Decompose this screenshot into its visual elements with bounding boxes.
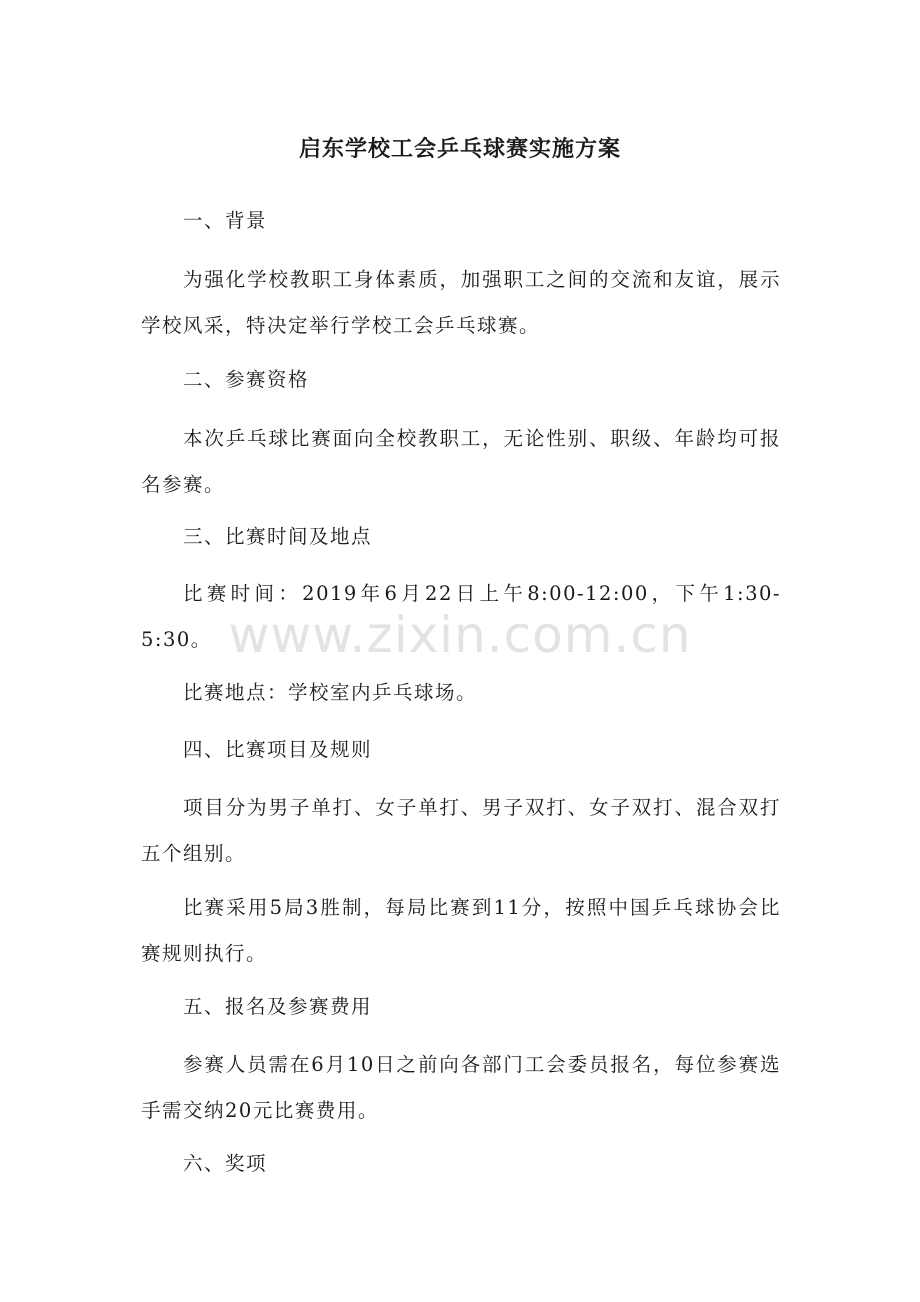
section-heading-registration-fee: 五、报名及参赛费用 xyxy=(183,995,373,1018)
section-heading-eligibility: 二、参赛资格 xyxy=(183,368,310,391)
section-heading-background: 一、背景 xyxy=(183,209,268,232)
section-paragraph-time: 比赛时间：2019年6月22日上午8:00-12:00，下午1:30-5:30。 xyxy=(141,582,781,651)
section-paragraph-eligibility: 本次乒乓球比赛面向全校教职工，无论性别、职级、年龄均可报名参赛。 xyxy=(141,427,781,496)
section-heading-awards: 六、奖项 xyxy=(183,1152,268,1175)
section-heading-time-place: 三、比赛时间及地点 xyxy=(183,525,373,548)
section-paragraph-events: 项目分为男子单打、女子单打、男子双打、女子双打、混合双打五个组别。 xyxy=(141,796,781,865)
section-heading-events-rules: 四、比赛项目及规则 xyxy=(183,738,373,761)
section-paragraph-registration-fee: 参赛人员需在6月10日之前向各部门工会委员报名，每位参赛选手需交纳20元比赛费用。 xyxy=(141,1053,781,1122)
document-title: 启东学校工会乒乓球赛实施方案 xyxy=(298,137,621,162)
watermark-text: www.zixin.com.cn xyxy=(228,606,692,664)
section-paragraph-place: 比赛地点：学校室内乒乓球场。 xyxy=(183,681,478,704)
section-paragraph-background: 为强化学校教职工身体素质，加强职工之间的交流和友谊，展示学校风采，特决定举行学校工会乒乓球赛。 xyxy=(141,268,781,337)
section-paragraph-rules: 比赛采用5局3胜制，每局比赛到11分，按照中国乒乓球协会比赛规则执行。 xyxy=(141,896,781,965)
